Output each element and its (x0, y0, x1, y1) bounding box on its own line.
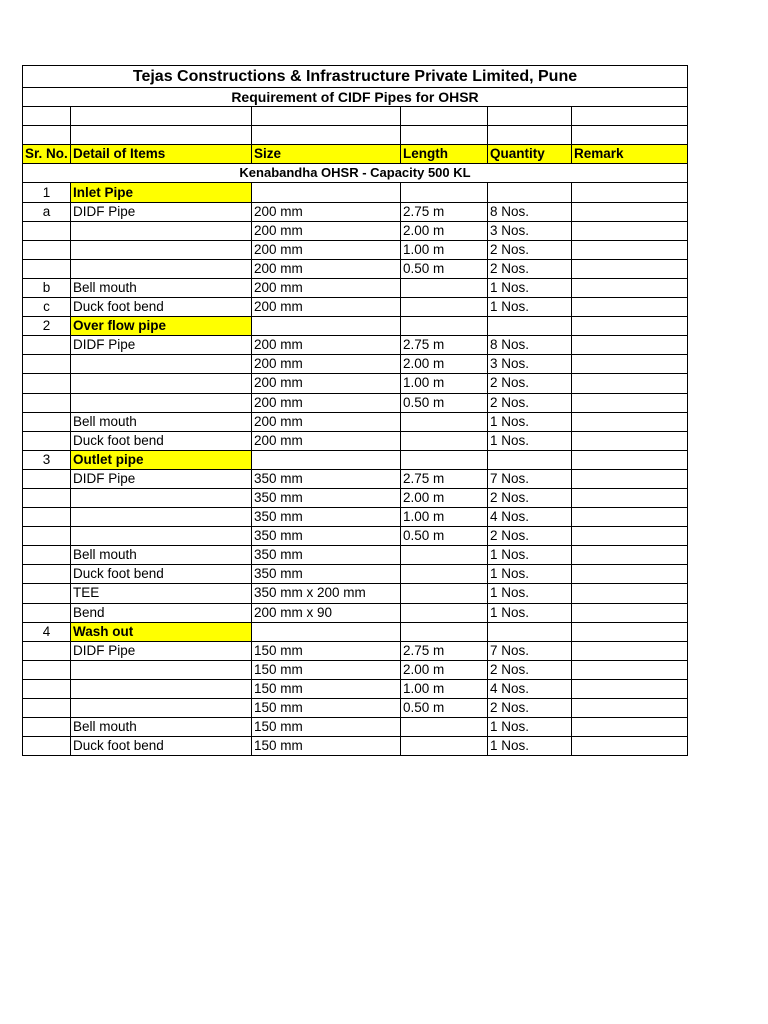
size-cell: 350 mm (252, 565, 401, 584)
item-cell: Bell mouth (71, 278, 252, 297)
length-cell (401, 317, 488, 336)
quantity-cell: 3 Nos. (488, 355, 572, 374)
blank-cell (252, 126, 401, 145)
remark-cell (572, 278, 688, 297)
sr-no-cell (23, 508, 71, 527)
item-cell: TEE (71, 584, 252, 603)
item-cell: Wash out (71, 622, 252, 641)
size-cell: 200 mm (252, 298, 401, 317)
table-row (23, 374, 688, 393)
item-cell: DIDF Pipe (71, 469, 252, 488)
sr-no-cell (23, 488, 71, 507)
item-cell: Over flow pipe (71, 317, 252, 336)
remark-cell (572, 641, 688, 660)
item-cell (71, 527, 252, 546)
length-cell: 0.50 m (401, 699, 488, 718)
blank-cell (488, 107, 572, 126)
table-row (23, 355, 688, 374)
blank-cell (572, 107, 688, 126)
quantity-cell: 1 Nos. (488, 718, 572, 737)
quantity-cell (488, 183, 572, 202)
table-row (23, 699, 688, 718)
remark-cell (572, 660, 688, 679)
table-row (23, 240, 688, 259)
sr-no-cell (23, 393, 71, 412)
quantity-cell: 1 Nos. (488, 737, 572, 756)
size-cell (252, 450, 401, 469)
quantity-cell: 3 Nos. (488, 221, 572, 240)
table-row (23, 508, 688, 527)
header-sr-no: Sr. No. (23, 145, 71, 164)
sr-no-cell (23, 355, 71, 374)
item-cell: Bend (71, 603, 252, 622)
section-title: Kenabandha OHSR - Capacity 500 KL (23, 164, 688, 183)
item-cell: DIDF Pipe (71, 641, 252, 660)
sr-no-cell (23, 412, 71, 431)
sr-no-cell: 1 (23, 183, 71, 202)
size-cell: 200 mm (252, 221, 401, 240)
blank-cell (572, 126, 688, 145)
size-cell (252, 622, 401, 641)
sr-no-cell (23, 221, 71, 240)
length-cell: 0.50 m (401, 527, 488, 546)
item-cell: Duck foot bend (71, 737, 252, 756)
item-cell (71, 374, 252, 393)
item-cell: Outlet pipe (71, 450, 252, 469)
length-cell (401, 450, 488, 469)
size-cell: 200 mm (252, 278, 401, 297)
title-row (23, 66, 688, 88)
length-cell (401, 584, 488, 603)
table-row (23, 527, 688, 546)
header-size: Size (252, 145, 401, 164)
sr-no-cell: 4 (23, 622, 71, 641)
item-cell: Duck foot bend (71, 298, 252, 317)
blank-cell (401, 126, 488, 145)
table-row (23, 412, 688, 431)
size-cell: 150 mm (252, 699, 401, 718)
item-cell: Duck foot bend (71, 565, 252, 584)
quantity-cell: 4 Nos. (488, 679, 572, 698)
length-cell (401, 737, 488, 756)
remark-cell (572, 737, 688, 756)
sr-no-cell: b (23, 278, 71, 297)
sr-no-cell (23, 641, 71, 660)
blank-cell (71, 107, 252, 126)
remark-cell (572, 183, 688, 202)
item-cell (71, 221, 252, 240)
remark-cell (572, 488, 688, 507)
length-cell: 1.00 m (401, 508, 488, 527)
sr-no-cell (23, 565, 71, 584)
size-cell: 200 mm (252, 240, 401, 259)
quantity-cell: 1 Nos. (488, 278, 572, 297)
quantity-cell: 2 Nos. (488, 374, 572, 393)
item-cell: Inlet Pipe (71, 183, 252, 202)
quantity-cell: 7 Nos. (488, 469, 572, 488)
size-cell: 200 mm (252, 412, 401, 431)
document-subtitle: Requirement of CIDF Pipes for OHSR (23, 88, 688, 107)
section-row (23, 164, 688, 183)
remark-cell (572, 718, 688, 737)
item-cell (71, 259, 252, 278)
table-row (23, 431, 688, 450)
size-cell: 350 mm (252, 469, 401, 488)
table-row (23, 298, 688, 317)
size-cell: 200 mm (252, 431, 401, 450)
size-cell: 200 mm x 90 (252, 603, 401, 622)
sr-no-cell (23, 240, 71, 259)
table-row (23, 278, 688, 297)
quantity-cell (488, 317, 572, 336)
length-cell (401, 278, 488, 297)
length-cell (401, 622, 488, 641)
blank-cell (23, 126, 71, 145)
quantity-cell: 2 Nos. (488, 393, 572, 412)
sr-no-cell (23, 546, 71, 565)
item-cell (71, 660, 252, 679)
remark-cell (572, 546, 688, 565)
length-cell (401, 546, 488, 565)
requirement-table (22, 65, 688, 756)
table-row (23, 202, 688, 221)
group-row (23, 450, 688, 469)
size-cell: 200 mm (252, 355, 401, 374)
table-row (23, 737, 688, 756)
quantity-cell: 1 Nos. (488, 603, 572, 622)
quantity-cell (488, 450, 572, 469)
length-cell: 2.75 m (401, 469, 488, 488)
sr-no-cell (23, 718, 71, 737)
length-cell: 1.00 m (401, 679, 488, 698)
size-cell: 350 mm (252, 527, 401, 546)
remark-cell (572, 469, 688, 488)
sr-no-cell (23, 660, 71, 679)
blank-cell (401, 107, 488, 126)
remark-cell (572, 431, 688, 450)
sr-no-cell (23, 336, 71, 355)
table-row (23, 660, 688, 679)
table-row (23, 584, 688, 603)
header-remark: Remark (572, 145, 688, 164)
size-cell: 150 mm (252, 718, 401, 737)
remark-cell (572, 259, 688, 278)
sr-no-cell (23, 527, 71, 546)
item-cell (71, 508, 252, 527)
remark-cell (572, 679, 688, 698)
remark-cell (572, 527, 688, 546)
length-cell (401, 298, 488, 317)
length-cell: 0.50 m (401, 259, 488, 278)
size-cell: 150 mm (252, 737, 401, 756)
remark-cell (572, 622, 688, 641)
remark-cell (572, 508, 688, 527)
length-cell (401, 565, 488, 584)
length-cell: 2.75 m (401, 336, 488, 355)
remark-cell (572, 240, 688, 259)
header-row (23, 145, 688, 164)
remark-cell (572, 374, 688, 393)
group-row (23, 183, 688, 202)
remark-cell (572, 412, 688, 431)
table-row (23, 469, 688, 488)
length-cell: 2.00 m (401, 221, 488, 240)
table-row (23, 259, 688, 278)
length-cell: 2.00 m (401, 488, 488, 507)
quantity-cell: 1 Nos. (488, 565, 572, 584)
item-cell: Bell mouth (71, 546, 252, 565)
remark-cell (572, 355, 688, 374)
table-row (23, 546, 688, 565)
sr-no-cell (23, 259, 71, 278)
quantity-cell: 2 Nos. (488, 488, 572, 507)
length-cell (401, 412, 488, 431)
remark-cell (572, 202, 688, 221)
size-cell: 200 mm (252, 202, 401, 221)
quantity-cell: 2 Nos. (488, 699, 572, 718)
remark-cell (572, 393, 688, 412)
quantity-cell: 8 Nos. (488, 202, 572, 221)
item-cell (71, 393, 252, 412)
length-cell (401, 183, 488, 202)
size-cell: 350 mm (252, 546, 401, 565)
sr-no-cell (23, 469, 71, 488)
table-row (23, 603, 688, 622)
quantity-cell: 1 Nos. (488, 298, 572, 317)
sr-no-cell (23, 374, 71, 393)
remark-cell (572, 298, 688, 317)
sr-no-cell (23, 603, 71, 622)
size-cell: 150 mm (252, 679, 401, 698)
table-row (23, 336, 688, 355)
remark-cell (572, 317, 688, 336)
quantity-cell: 2 Nos. (488, 660, 572, 679)
quantity-cell: 2 Nos. (488, 259, 572, 278)
group-row (23, 317, 688, 336)
length-cell: 1.00 m (401, 240, 488, 259)
item-cell: DIDF Pipe (71, 336, 252, 355)
size-cell (252, 183, 401, 202)
size-cell: 200 mm (252, 374, 401, 393)
item-cell (71, 488, 252, 507)
size-cell (252, 317, 401, 336)
sr-no-cell (23, 431, 71, 450)
sr-no-cell (23, 679, 71, 698)
remark-cell (572, 584, 688, 603)
blank-row (23, 126, 688, 145)
sr-no-cell (23, 699, 71, 718)
length-cell (401, 603, 488, 622)
quantity-cell: 2 Nos. (488, 240, 572, 259)
table-row (23, 221, 688, 240)
size-cell: 150 mm (252, 660, 401, 679)
quantity-cell (488, 622, 572, 641)
size-cell: 200 mm (252, 393, 401, 412)
size-cell: 200 mm (252, 336, 401, 355)
length-cell: 2.75 m (401, 202, 488, 221)
item-cell: Bell mouth (71, 718, 252, 737)
sr-no-cell: 3 (23, 450, 71, 469)
remark-cell (572, 565, 688, 584)
length-cell (401, 431, 488, 450)
table-row (23, 393, 688, 412)
blank-row (23, 107, 688, 126)
size-cell: 350 mm (252, 508, 401, 527)
remark-cell (572, 336, 688, 355)
remark-cell (572, 699, 688, 718)
item-cell: DIDF Pipe (71, 202, 252, 221)
blank-cell (23, 107, 71, 126)
quantity-cell: 8 Nos. (488, 336, 572, 355)
item-cell: Bell mouth (71, 412, 252, 431)
sr-no-cell (23, 584, 71, 603)
length-cell: 1.00 m (401, 374, 488, 393)
subtitle-row (23, 88, 688, 107)
quantity-cell: 7 Nos. (488, 641, 572, 660)
blank-cell (488, 126, 572, 145)
quantity-cell: 2 Nos. (488, 527, 572, 546)
remark-cell (572, 221, 688, 240)
size-cell: 200 mm (252, 259, 401, 278)
sr-no-cell: a (23, 202, 71, 221)
item-cell (71, 699, 252, 718)
size-cell: 150 mm (252, 641, 401, 660)
group-row (23, 622, 688, 641)
blank-cell (71, 126, 252, 145)
sr-no-cell (23, 737, 71, 756)
header-quantity: Quantity (488, 145, 572, 164)
table-row (23, 565, 688, 584)
sr-no-cell: 2 (23, 317, 71, 336)
length-cell: 2.75 m (401, 641, 488, 660)
header-length: Length (401, 145, 488, 164)
item-cell (71, 679, 252, 698)
item-cell (71, 240, 252, 259)
item-cell (71, 355, 252, 374)
length-cell: 2.00 m (401, 355, 488, 374)
remark-cell (572, 450, 688, 469)
table-row (23, 679, 688, 698)
quantity-cell: 1 Nos. (488, 584, 572, 603)
length-cell: 2.00 m (401, 660, 488, 679)
table-row (23, 488, 688, 507)
quantity-cell: 1 Nos. (488, 431, 572, 450)
size-cell: 350 mm x 200 mm (252, 584, 401, 603)
length-cell: 0.50 m (401, 393, 488, 412)
table-row (23, 641, 688, 660)
document-title: Tejas Constructions & Infrastructure Private Limited, Pune (23, 66, 688, 88)
header-detail-of-items: Detail of Items (71, 145, 252, 164)
sr-no-cell: c (23, 298, 71, 317)
quantity-cell: 1 Nos. (488, 546, 572, 565)
quantity-cell: 4 Nos. (488, 508, 572, 527)
item-cell: Duck foot bend (71, 431, 252, 450)
table-row (23, 718, 688, 737)
blank-cell (252, 107, 401, 126)
size-cell: 350 mm (252, 488, 401, 507)
remark-cell (572, 603, 688, 622)
length-cell (401, 718, 488, 737)
quantity-cell: 1 Nos. (488, 412, 572, 431)
